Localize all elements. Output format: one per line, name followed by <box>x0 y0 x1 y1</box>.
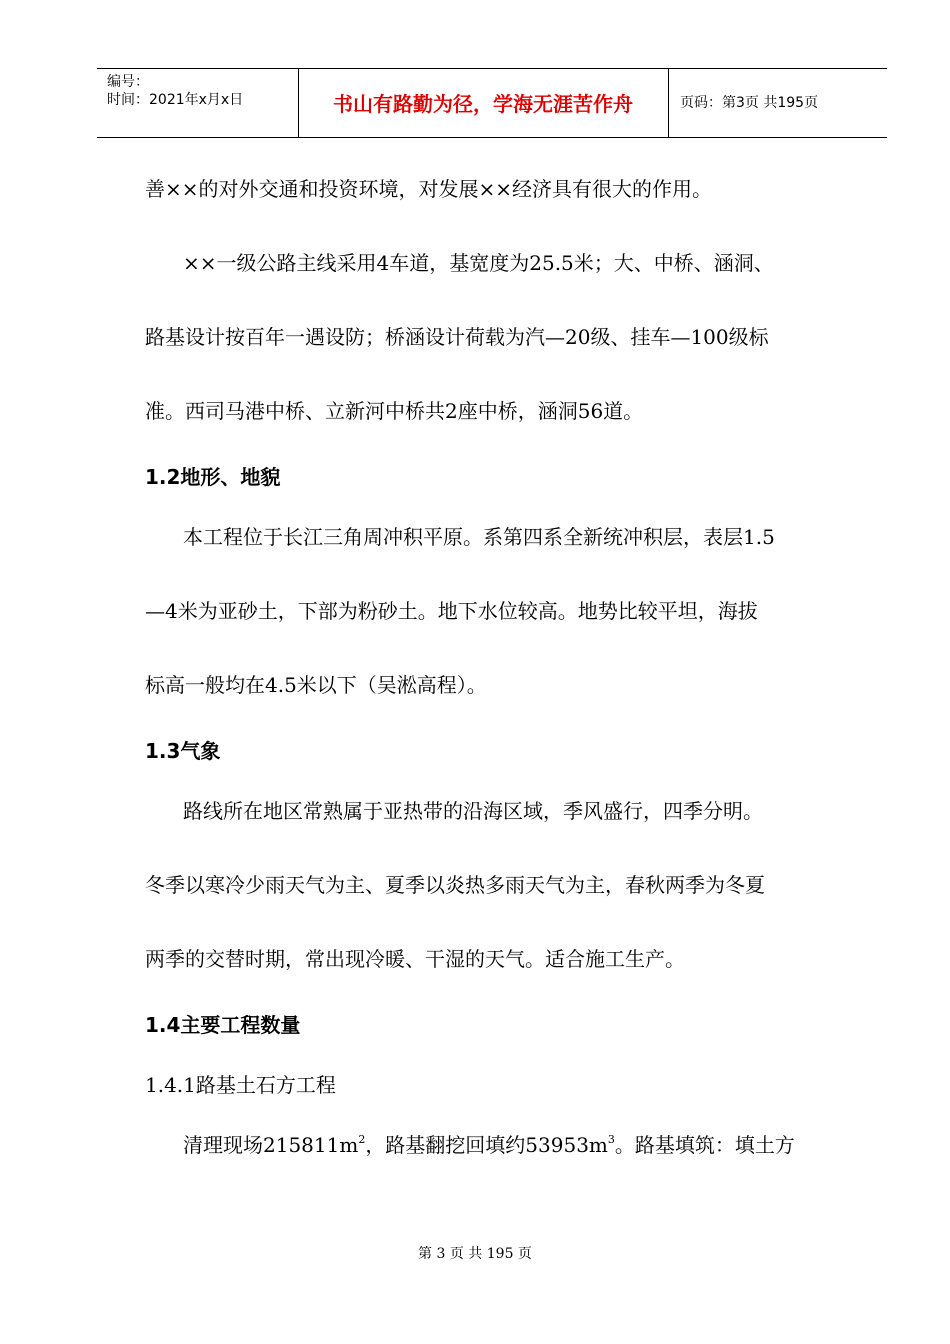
paragraph-line: 本工程位于长江三角周冲积平原。系第四系全新统冲积层，表层1.5 <box>183 525 775 549</box>
paragraph-line: 冬季以寒冷少雨天气为主、夏季以炎热多雨天气为主，春秋两季为冬夏 <box>145 873 765 897</box>
header-page-cell <box>668 69 887 137</box>
paragraph-line: 善××的对外交通和投资环境，对发展××经济具有很大的作用。 <box>145 177 713 201</box>
section-heading-1-3: 1.3气象 <box>145 739 221 763</box>
header-page-info: 页码：第3页 共195页 <box>680 95 819 111</box>
page-footer: 第 3 页 共 195 页 <box>418 1246 532 1262</box>
paragraph-line: 两季的交替时期，常出现冷暖、干湿的天气。适合施工生产。 <box>145 947 685 971</box>
document-number-label: 编号： <box>107 74 149 90</box>
paragraph-line: 路线所在地区常熟属于亚热带的沿海区域，季风盛行，四季分明。 <box>183 799 763 823</box>
paragraph-line: ××一级公路主线采用4车道，基宽度为25.5米；大、中桥、涵洞、 <box>183 251 774 275</box>
header-motto-cell <box>298 69 669 137</box>
paragraph-line: 路基设计按百年一遇设防；桥涵设计荷载为汽—20级、挂车—100级标 <box>145 325 769 349</box>
superscript: 3 <box>607 1133 615 1146</box>
subsection-heading-1-4-1: 1.4.1路基土石方工程 <box>145 1073 336 1097</box>
header-meta-cell <box>97 69 299 137</box>
paragraph-line: 标高一般均在4.5米以下（吴淞高程）。 <box>145 673 487 697</box>
paragraph-line <box>183 1132 795 1158</box>
superscript: 2 <box>358 1133 366 1146</box>
page-header <box>97 68 887 138</box>
section-heading-1-4: 1.4主要工程数量 <box>145 1013 301 1037</box>
text-run: 。路基填筑：填土方 <box>614 1133 795 1157</box>
paragraph-line: —4米为亚砂土，下部为粉砂土。地下水位较高。地势比较平坦，海拔 <box>145 599 758 623</box>
text-run: ，路基翻挖回填约53953m <box>365 1133 608 1157</box>
document-time-label: 时间：2021年x月x日 <box>107 92 244 108</box>
section-heading-1-2: 1.2地形、地貌 <box>145 465 281 489</box>
paragraph-line: 准。西司马港中桥、立新河中桥共2座中桥，涵洞56道。 <box>145 399 644 423</box>
text-run: 清理现场215811m <box>183 1133 359 1157</box>
header-motto: 书山有路勤为径，学海无涯苦作舟 <box>333 92 633 116</box>
